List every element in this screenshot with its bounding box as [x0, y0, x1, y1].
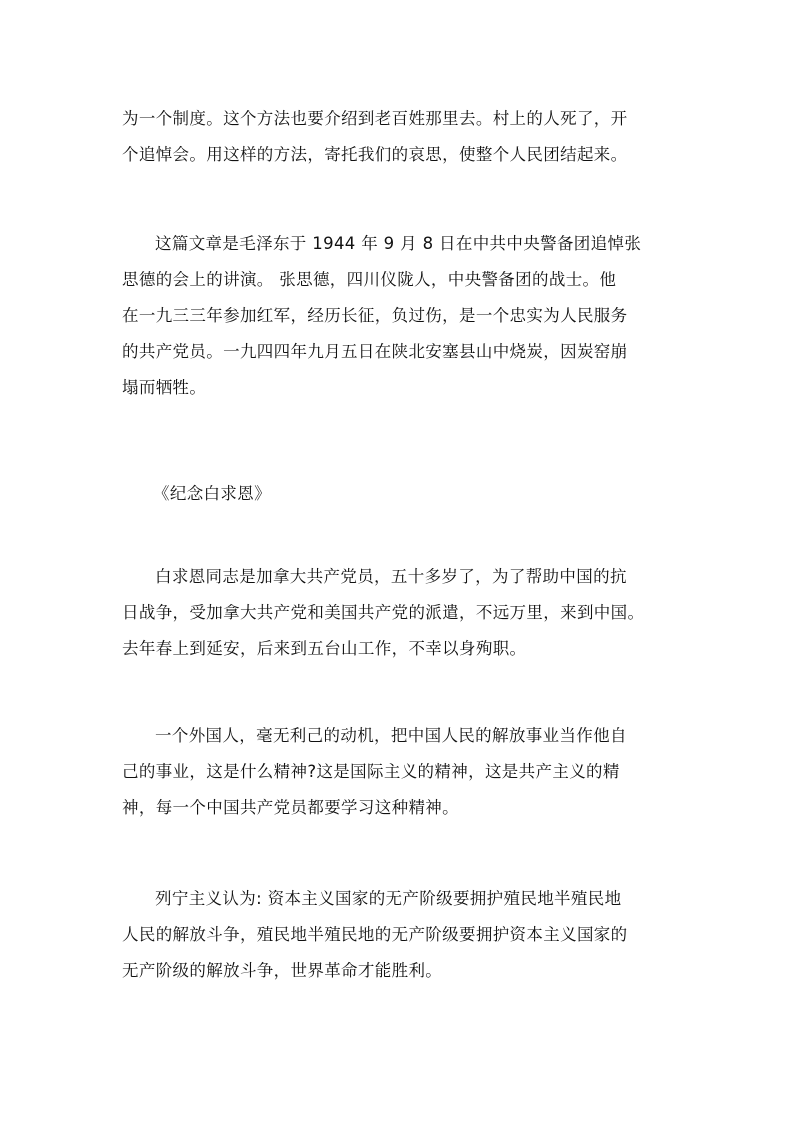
- paragraph-leninism: [122, 881, 674, 989]
- paragraph-5-line-2: 己的事业，这是什么精神?这是国际主义的精神，这是共产主义的精: [122, 762, 620, 781]
- paragraph-2-line-1: 这篇文章是毛泽东于 1944 年 9 月 8 日在中共中央警备团追悼张: [155, 234, 642, 253]
- paragraph-6-line-3: 无产阶级的解放斗争，世界革命才能胜利。: [122, 961, 443, 980]
- paragraph-article-note: [122, 226, 674, 406]
- paragraph-1-line-2: 个追悼会。用这样的方法，寄托我们的哀思，使整个人民团结起来。: [122, 145, 628, 164]
- article-title: [122, 476, 674, 512]
- paragraph-bethune-intro: [122, 559, 674, 667]
- paragraph-4-line-1: 白求恩同志是加拿大共产党员，五十多岁了，为了帮助中国的抗: [155, 567, 627, 586]
- paragraph-6-line-1: 列宁主义认为: 资本主义国家的无产阶级要拥护殖民地半殖民地: [155, 889, 622, 908]
- paragraph-5-line-1: 一个外国人，毫无利己的动机，把中国人民的解放事业当作他自: [155, 726, 627, 745]
- paragraph-6-line-2: 人民的解放斗争，殖民地半殖民地的无产阶级要拥护资本主义国家的: [122, 925, 628, 944]
- paragraph-4-line-2: 日战争，受加拿大共产党和美国共产党的派遣，不远万里，来到中国。: [122, 603, 645, 622]
- paragraph-2-line-2: 思德的会上的讲演。 张思德，四川仪陇人，中央警备团的战士。他: [122, 270, 617, 289]
- paragraph-internationalism: [122, 718, 674, 826]
- paragraph-5-line-3: 神，每一个中国共产党员都要学习这种精神。: [122, 798, 459, 817]
- paragraph-2-line-5: 塌而牺牲。: [122, 378, 207, 397]
- paragraph-continuation: [122, 101, 674, 173]
- paragraph-2-line-4: 的共产党员。一九四四年九月五日在陕北安塞县山中烧炭，因炭窑崩: [122, 342, 628, 361]
- paragraph-4-line-3: 去年春上到延安，后来到五台山工作，不幸以身殉职。: [122, 639, 527, 658]
- paragraph-1-line-1: 为一个制度。这个方法也要介绍到老百姓那里去。村上的人死了，开: [122, 109, 628, 128]
- paragraph-2-line-3: 在一九三三年参加红军，经历长征，负过伤，是一个忠实为人民服务: [122, 306, 628, 325]
- article-title-text: 《纪念白求恩》: [153, 484, 271, 503]
